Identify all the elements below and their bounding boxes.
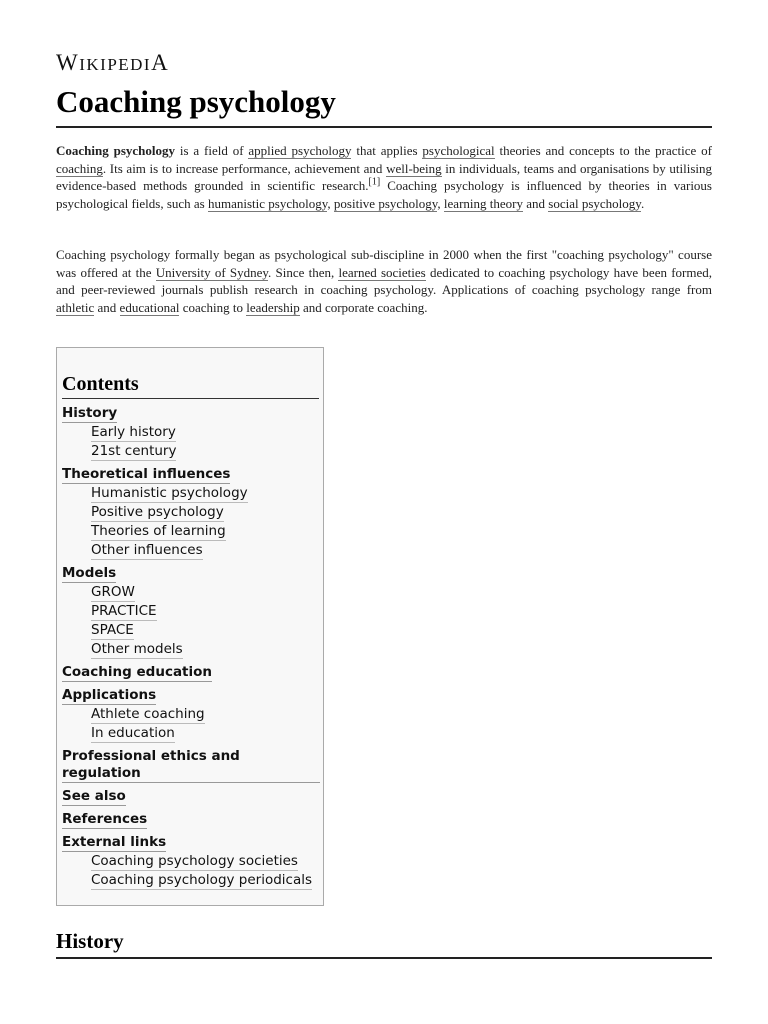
inline-link[interactable]: humanistic psychology	[208, 195, 328, 211]
paragraph-text: Coaching psychology is influenced by theories in various psychological fields, such as	[56, 178, 712, 211]
toc-item-theoretical-influences[interactable]: Theoretical influences	[62, 466, 231, 482]
inline-link[interactable]: applied psychology	[248, 143, 352, 158]
toc-section	[62, 405, 320, 461]
toc-section	[62, 687, 320, 743]
toc-item-professional-ethics-and-regulation[interactable]: Professional ethics and regulation	[62, 748, 320, 783]
toc-subitem-theories-of-learning[interactable]: Theories of learning	[91, 523, 226, 539]
paragraph-text: that applies	[351, 143, 423, 158]
toc-item-applications[interactable]: Applications	[62, 687, 157, 703]
toc-item-references[interactable]: References	[62, 811, 148, 827]
paragraph-text: theories and concepts to the practice of	[494, 143, 712, 158]
toc-subitem-space[interactable]: SPACE	[91, 622, 134, 638]
toc-section	[62, 811, 320, 829]
toc-item-external-links[interactable]: External links	[62, 834, 167, 850]
toc-subitem-grow[interactable]: GROW	[91, 584, 135, 600]
paragraph-text: coaching to	[179, 299, 247, 315]
toc-section	[62, 834, 320, 890]
wikipedia-logo[interactable]: WIKIPEDIA	[56, 50, 170, 75]
toc-subitem-humanistic-psychology[interactable]: Humanistic psychology	[91, 485, 248, 501]
paragraph-text: .	[640, 195, 645, 211]
toc-subitem-positive-psychology[interactable]: Positive psychology	[91, 504, 224, 520]
inline-link[interactable]: well-being	[386, 160, 442, 176]
page-title: Coaching psychology	[56, 84, 712, 128]
section-heading-history: History	[56, 928, 712, 959]
inline-link[interactable]: University of Sydney	[155, 264, 269, 280]
inline-link[interactable]: learned societies	[338, 264, 426, 280]
toc-section	[62, 565, 320, 659]
toc-subitem-other-influences[interactable]: Other influences	[91, 542, 203, 558]
toc-item-coaching-education[interactable]: Coaching education	[62, 664, 213, 680]
toc-list	[62, 405, 320, 895]
paragraph-text: . Since then,	[268, 264, 339, 280]
toc-subitem-coaching-psychology-societies[interactable]: Coaching psychology societies	[91, 853, 298, 869]
table-of-contents	[56, 347, 324, 906]
inline-link[interactable]: positive psychology	[333, 195, 438, 211]
paragraph-text: Coaching psychology formally began as psychological sub-discipline in 2000 when the first "coaching psychology" course was offered at the	[56, 247, 712, 280]
paragraph-text: and	[522, 195, 549, 211]
intro-paragraph-1	[56, 142, 712, 212]
paragraph-text: ,	[327, 195, 334, 211]
paragraph-text: and	[94, 299, 120, 315]
intro-paragraph-2	[56, 246, 712, 316]
toc-section	[62, 748, 320, 783]
paragraph-text: ,	[437, 195, 444, 211]
bold-term: Coaching psychology	[56, 143, 175, 158]
paragraph-text: dedicated to coaching psychology have been formed, and peer-reviewed journals publish research in coaching psychology. Applications of coaching psychology range from	[56, 264, 712, 297]
toc-section	[62, 664, 320, 682]
toc-subitem-early-history[interactable]: Early history	[91, 424, 176, 440]
inline-link[interactable]: learning theory	[443, 195, 523, 211]
paragraph-text: and corporate coaching.	[299, 299, 428, 315]
toc-item-history[interactable]: History	[62, 405, 118, 421]
inline-link[interactable]: educational	[119, 299, 180, 315]
toc-subitem-coaching-psychology-periodicals[interactable]: Coaching psychology periodicals	[91, 872, 313, 888]
toc-subitem-athlete-coaching[interactable]: Athlete coaching	[91, 706, 205, 722]
inline-link[interactable]: athletic	[56, 299, 95, 315]
paragraph-text: . Its aim is to increase performance, achievement and	[102, 160, 387, 176]
toc-item-models[interactable]: Models	[62, 565, 117, 581]
toc-subitem-21st-century[interactable]: 21st century	[91, 443, 177, 459]
inline-link[interactable]: psychological	[422, 143, 495, 158]
paragraph-text: in individuals, teams and organisations by utilising evidence-based methods grounded in scientific research.	[56, 160, 713, 193]
citation-link[interactable]: [1]	[368, 176, 381, 188]
toc-section	[62, 466, 320, 560]
toc-subitem-practice[interactable]: PRACTICE	[91, 603, 157, 619]
toc-subitem-in-education[interactable]: In education	[91, 725, 175, 741]
inline-link[interactable]: social psychology	[548, 195, 641, 211]
toc-subitem-other-models[interactable]: Other models	[91, 641, 183, 657]
toc-title: Contents	[62, 372, 319, 399]
inline-link[interactable]: coaching	[56, 160, 103, 176]
paragraph-text: is a field of	[175, 143, 249, 158]
toc-section	[62, 788, 320, 806]
toc-item-see-also[interactable]: See also	[62, 788, 126, 804]
inline-link[interactable]: leadership	[246, 299, 300, 315]
